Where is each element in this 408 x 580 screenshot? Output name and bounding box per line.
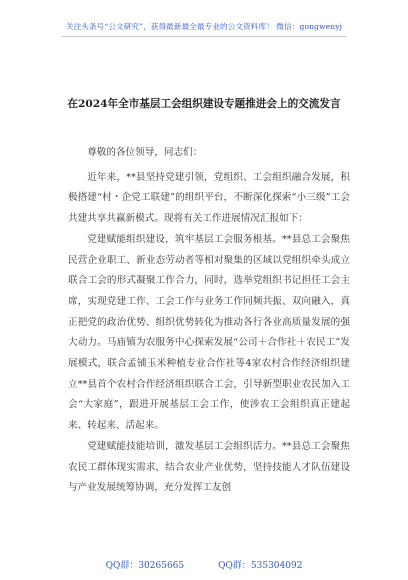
footer-contact [0, 558, 408, 571]
salutation: 尊敬的各位领导，同志们： [87, 147, 203, 158]
paragraph-training: 党建赋能技能培训，激发基层工会组织活力。**县总工会聚焦农民工群体现实需求，结合农业产业优势，坚持技能人才队伍建设与产业发展统筹协调，充分发挥工友创 [68, 440, 350, 494]
paragraph-intro: 近年来，**县坚持党建引领，党组织、工会组织融合发展，积极搭建“村・企党工联建”的组织平台，不断深化探索“小三级”工会共建共享共赢新模式。现将有关工作进展情况汇报如下： [68, 171, 350, 225]
header-divider [62, 36, 346, 37]
footer-qq-group-2: QQ群：535304092 [218, 561, 303, 571]
header-notice: 关注头条号“公文研究”，获得最新最全最专业的公文资料库！ 微信：gongwenyj [65, 22, 343, 31]
document-title: 在2024年全市基层工会组织建设专题推进会上的交流发言 [67, 98, 341, 110]
document-body [68, 143, 350, 499]
paragraph-organization: 党建赋能组织建设，筑牢基层工会服务根基。**县总工会聚焦民营企业职工、新业态劳动者等相对聚集的区域以党组织牵头成立联合工会的形式凝聚工作合力，同时，选举党组织书记担任工会主席，实现党建工作、工会工作与业务工作同频共振、双向融入，真正把党的政治优势、组织优势转化为推动各行各业高质量发展的强大动力。马庙镇为农服务中心探索发展“公司＋合作社＋农民工”发展模式，联合孟铺玉米种植专业合作社等4家农村合作经济组织建立**县首个农村合作经济组织联合工会，引导新型职业农民加入工会“大家庭”，跟进开展基层工会工作，使涉农工会组织真正建起来、转起来、活起来。 [68, 233, 350, 432]
footer-qq-group-1: QQ群：30265665 [105, 561, 185, 571]
